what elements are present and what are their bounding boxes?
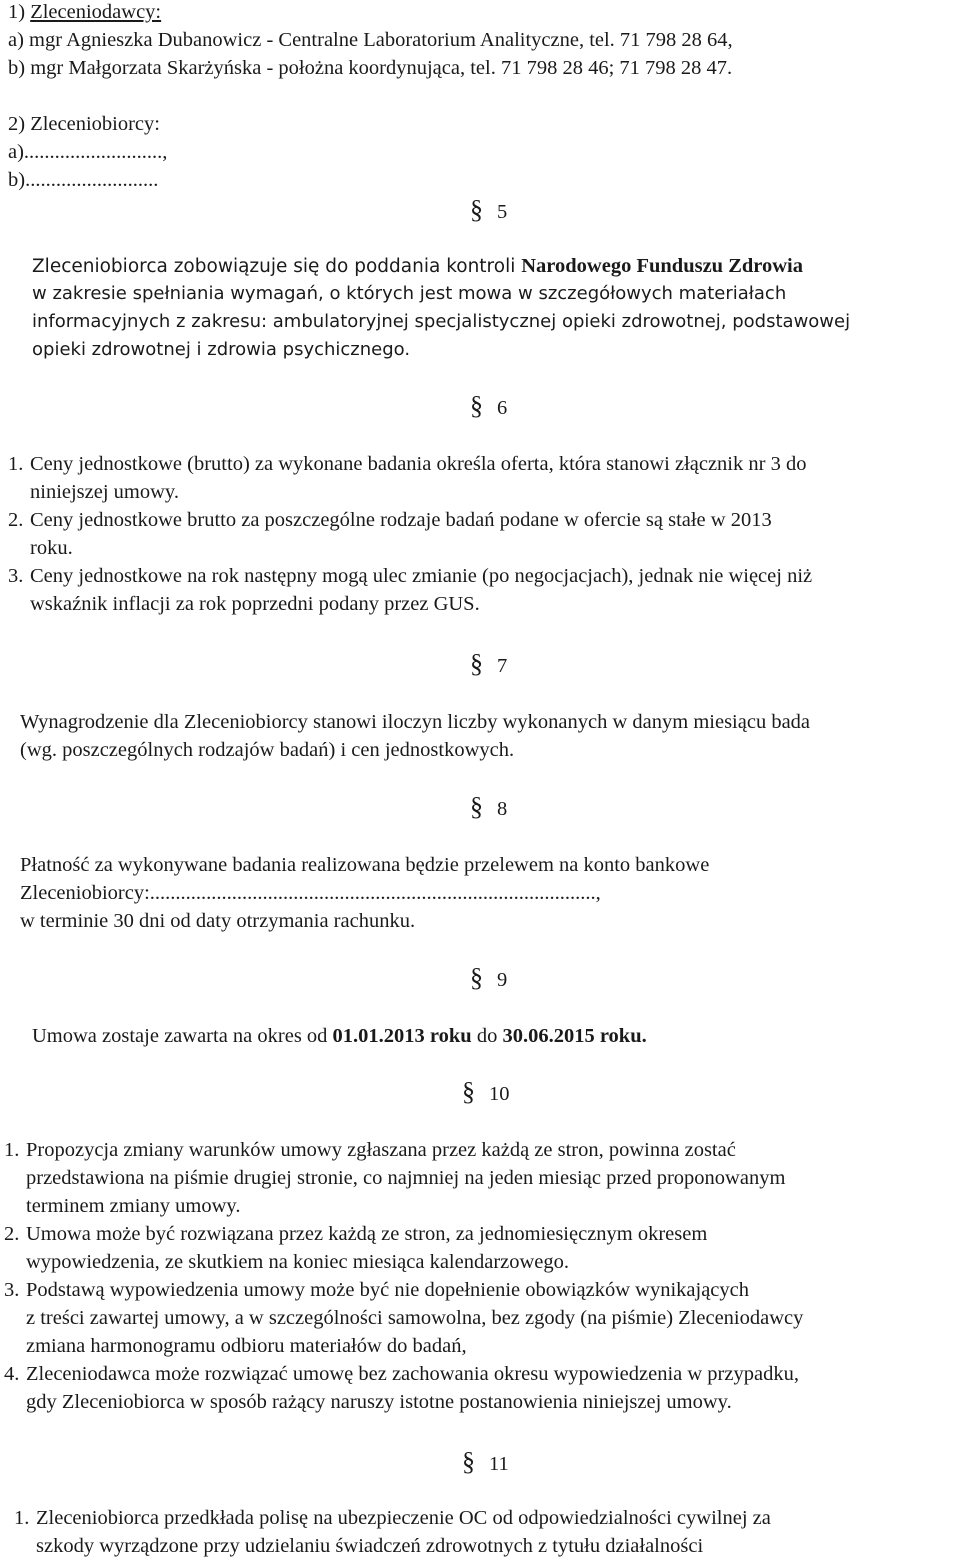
section-number: 9: [497, 969, 508, 991]
list-item: [4, 1136, 954, 1220]
item-line: Zleceniobiorca przedkłada polisę na ubezpieczenie OC od odpowiedzialności cywilnej za: [36, 1507, 771, 1529]
section-7-heading: [470, 650, 507, 680]
section-sign: §: [470, 792, 483, 821]
section-number: 7: [497, 655, 508, 677]
item-line: wskaźnik inflacji za rok poprzedni podany przez GUS.: [30, 593, 480, 615]
item-number: 3.: [4, 1279, 20, 1301]
list-item: [4, 1276, 954, 1360]
nfz-name: Narodowego Funduszu Zdrowia: [521, 255, 803, 277]
section-number: 11: [489, 1453, 509, 1475]
list-item: [8, 450, 958, 506]
section-11-heading: [462, 1448, 509, 1478]
item-line: Ceny jednostkowe brutto za poszczególne rodzaje badań podane w ofercie są stałe w 2013: [30, 509, 772, 531]
text-fragment: do: [471, 1025, 503, 1047]
section-11-list: [14, 1504, 954, 1560]
section-7-line-1: Wynagrodzenie dla Zleceniobiorcy stanowi iloczyn liczby wykonanych w danym miesiącu bada: [20, 711, 811, 733]
item-line: szkody wyrządzone przy udzielaniu świadczeń zdrowotnych z tytułu działalności: [36, 1535, 704, 1557]
section-5-line-2: w zakresie spełniania wymagań, o których jest mowa w szczegółowych materiałach: [32, 283, 787, 304]
item-number: 1.: [4, 1139, 20, 1161]
zleceniobiorca-a: a)...........................,: [8, 141, 168, 163]
list-item: [8, 562, 958, 618]
list-item: [4, 1360, 954, 1416]
section-8-line-3: w terminie 30 dni od daty otrzymania rachunku.: [20, 910, 416, 932]
item-number: 4.: [4, 1363, 20, 1385]
section-8-line-1: Płatność za wykonywane badania realizowana będzie przelewem na konto bankowe: [20, 854, 710, 876]
section-number: 8: [497, 798, 508, 820]
item-line: gdy Zleceniobiorca w sposób rażący naruszy istotne postanowienia niniejszej umowy.: [26, 1391, 732, 1413]
item-number: 2.: [8, 509, 24, 531]
section-number: 10: [489, 1083, 510, 1105]
date-from: 01.01.2013 roku: [332, 1025, 472, 1047]
item-number: 1.: [8, 453, 24, 475]
list-item: [14, 1504, 954, 1560]
section-6-heading: [470, 392, 507, 422]
list-item: [4, 1220, 954, 1276]
section-sign: §: [470, 195, 483, 224]
section-5-line-3: informacyjnych z zakresu: ambulatoryjnej specjalistycznej opieki zdrowotnej, podstawowej: [32, 311, 851, 332]
section-10-list: [4, 1136, 954, 1416]
section-10-heading: [462, 1078, 510, 1108]
section-8-line-2: Zleceniobiorcy:.......................................................................................,: [20, 882, 601, 904]
section-5-heading: [470, 196, 507, 226]
item-line: wypowiedzenia, ze skutkiem na koniec miesiąca kalendarzowego.: [26, 1251, 570, 1273]
section-9-heading: [470, 964, 507, 994]
section-7-line-2: (wg. poszczególnych rodzajów badań) i cen jednostkowych.: [20, 739, 515, 761]
section-number: 6: [497, 397, 508, 419]
item-number: 2.: [4, 1223, 20, 1245]
section-sign: §: [470, 649, 483, 678]
item-line: terminem zmiany umowy.: [26, 1195, 241, 1217]
item-line: Podstawą wypowiedzenia umowy może być nie dopełnienie obowiązków wynikających: [26, 1279, 749, 1301]
item-line: Ceny jednostkowe na rok następny mogą ulec zmianie (po negocjacjach), jednak nie więcej niż: [30, 565, 813, 587]
text-fragment: Umowa zostaje zawarta na okres od: [32, 1025, 333, 1047]
section-number: 5: [497, 201, 508, 223]
section-5-line-4: opieki zdrowotnej i zdrowia psychicznego.: [32, 339, 411, 360]
item-number: 1.: [14, 1507, 30, 1529]
item-number: 3.: [8, 565, 24, 587]
text-fragment: Zleceniobiorca zobowiązuje się do poddania kontroli: [32, 256, 522, 277]
item-line: Ceny jednostkowe (brutto) za wykonane badania określa oferta, która stanowi złącznik nr 3 do: [30, 453, 807, 475]
zleceniodawcy-heading: [8, 0, 161, 26]
item-line: niniejszej umowy.: [30, 481, 179, 503]
section-sign: §: [462, 1447, 475, 1476]
section-sign: §: [470, 963, 483, 992]
item-line: Umowa może być rozwiązana przez każdą ze stron, za jednomiesięcznym okresem: [26, 1223, 708, 1245]
section-6-list: [8, 450, 958, 618]
date-to: 30.06.2015 roku.: [502, 1025, 647, 1047]
zleceniobiorca-b: b)..........................: [8, 169, 159, 191]
heading-number: 1): [8, 1, 26, 23]
section-sign: §: [462, 1077, 475, 1106]
item-line: roku.: [30, 537, 73, 559]
section-9-text: [32, 1022, 647, 1050]
zleceniobiorcy-heading: 2) Zleceniobiorcy:: [8, 113, 160, 135]
item-line: z treści zawartej umowy, a w szczególności samowolna, bez zgody (na piśmie) Zleceniodawcy: [26, 1307, 804, 1329]
item-line: Propozycja zmiany warunków umowy zgłaszana przez każdą ze stron, powinna zostać: [26, 1139, 736, 1161]
section-5-line-1: [32, 252, 803, 281]
zleceniodawca-b: b) mgr Małgorzata Skarżyńska - położna koordynująca, tel. 71 798 28 46; 71 798 28 47.: [8, 57, 733, 79]
list-item: [8, 506, 958, 562]
item-line: przedstawiona na piśmie drugiej stronie, co najmniej na jeden miesiąc przed proponowanym: [26, 1167, 786, 1189]
section-sign: §: [470, 391, 483, 420]
item-line: Zleceniodawca może rozwiązać umowę bez zachowania okresu wypowiedzenia w przypadku,: [26, 1363, 799, 1385]
heading-label: Zleceniodawcy:: [30, 1, 162, 23]
item-line: zmiana harmonogramu odbioru materiałów do badań,: [26, 1335, 467, 1357]
zleceniodawca-a: a) mgr Agnieszka Dubanowicz - Centralne Laboratorium Analityczne, tel. 71 798 28 64,: [8, 29, 733, 51]
section-8-heading: [470, 793, 507, 823]
